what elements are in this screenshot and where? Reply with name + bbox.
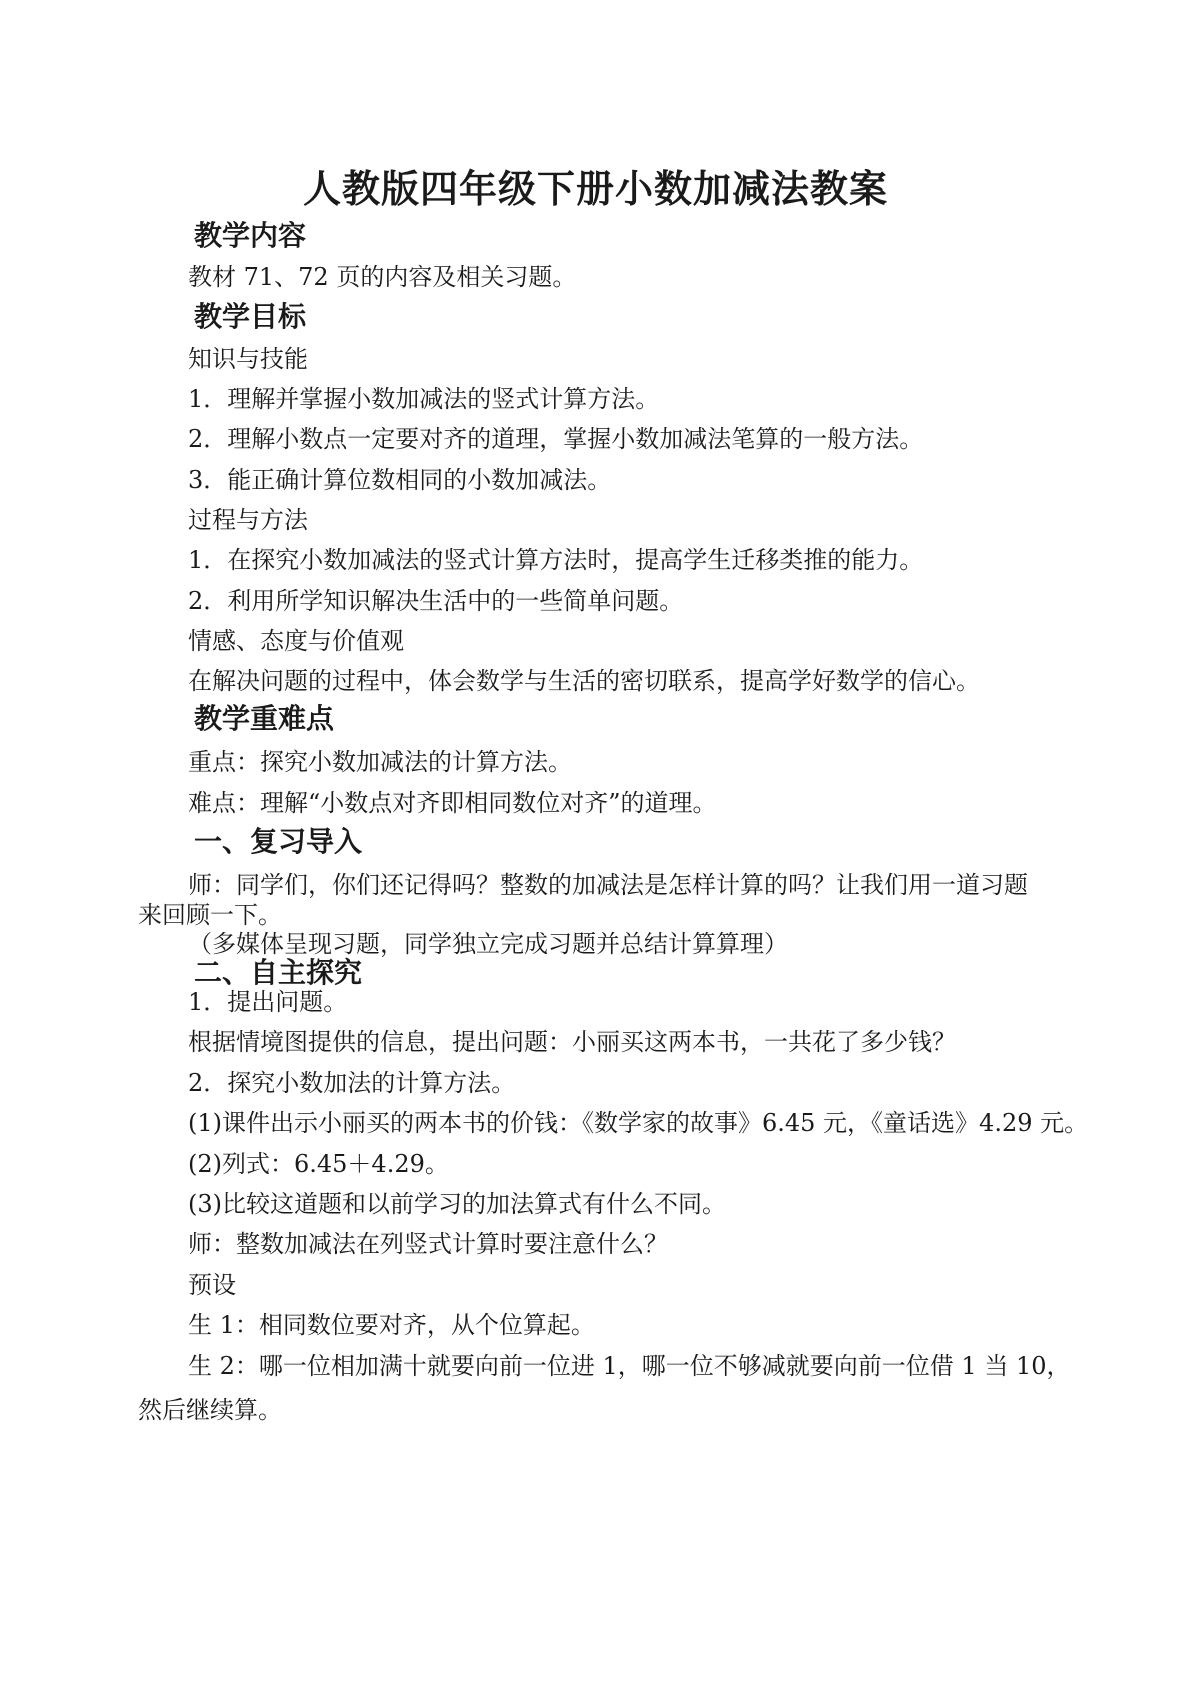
- process-item-2: 2．利用所学知识解决生活中的一些简单问题。: [188, 587, 684, 615]
- explore-line-2: 根据情境图提供的信息，提出问题：小丽买这两本书，一共花了多少钱？: [188, 1028, 956, 1056]
- explore-line-3: 2．探究小数加法的计算方法。: [188, 1069, 516, 1097]
- knowledge-item-1: 1．理解并掌握小数加减法的竖式计算方法。: [188, 385, 660, 413]
- review-line-3: （多媒体呈现习题，同学独立完成习题并总结计算算理）: [188, 930, 788, 958]
- subheading-process-method: 过程与方法: [188, 506, 308, 534]
- heading-teaching-content: 教学内容: [194, 219, 307, 252]
- emotion-item-1: 在解决问题的过程中，体会数学与生活的密切联系，提高学好数学的信心。: [188, 667, 980, 695]
- explore-line-1: 1．提出问题。: [188, 988, 348, 1016]
- document-title: 人教版四年级下册小数加减法教案: [302, 167, 888, 211]
- explore-line-11: 然后继续算。: [138, 1396, 282, 1424]
- heading-review-intro: 一、复习导入: [194, 825, 363, 858]
- explore-line-6: (3)比较这道题和以前学习的加法算式有什么不同。: [188, 1190, 726, 1218]
- knowledge-item-2: 2．理解小数点一定要对齐的道理，掌握小数加减法笔算的一般方法。: [188, 425, 924, 453]
- explore-line-4: (1)课件出示小丽买的两本书的价钱：《数学家的故事》6.45 元，《童话选》4.29 元。: [188, 1109, 1089, 1137]
- explore-line-10: 生 2：哪一位相加满十就要向前一位进 1，哪一位不够减就要向前一位借 1 当 10，: [188, 1352, 1071, 1380]
- subheading-knowledge-skills: 知识与技能: [188, 345, 308, 373]
- heading-key-difficult-points: 教学重难点: [194, 702, 335, 735]
- knowledge-item-3: 3．能正确计算位数相同的小数加减法。: [188, 466, 612, 494]
- explore-line-8: 预设: [188, 1271, 236, 1299]
- explore-line-9: 生 1：相同数位要对齐，从个位算起。: [188, 1311, 595, 1339]
- explore-line-7: 师：整数加减法在列竖式计算时要注意什么？: [188, 1230, 668, 1258]
- heading-teaching-goals: 教学目标: [194, 300, 307, 333]
- review-line-1: 师：同学们，你们还记得吗？整数的加减法是怎样计算的吗？让我们用一道习题: [188, 871, 1028, 899]
- difficult-point: 难点：理解“小数点对齐即相同数位对齐”的道理。: [188, 789, 717, 817]
- heading-self-exploration: 二、自主探究: [194, 956, 363, 989]
- review-line-2: 来回顾一下。: [138, 901, 282, 929]
- teaching-content-text: 教材 71、72 页的内容及相关习题。: [188, 263, 577, 291]
- explore-line-5: (2)列式：6.45＋4.29。: [188, 1150, 449, 1178]
- process-item-1: 1．在探究小数加减法的竖式计算方法时，提高学生迁移类推的能力。: [188, 546, 924, 574]
- key-point: 重点：探究小数加减法的计算方法。: [188, 748, 572, 776]
- subheading-emotion-values: 情感、态度与价值观: [188, 627, 404, 655]
